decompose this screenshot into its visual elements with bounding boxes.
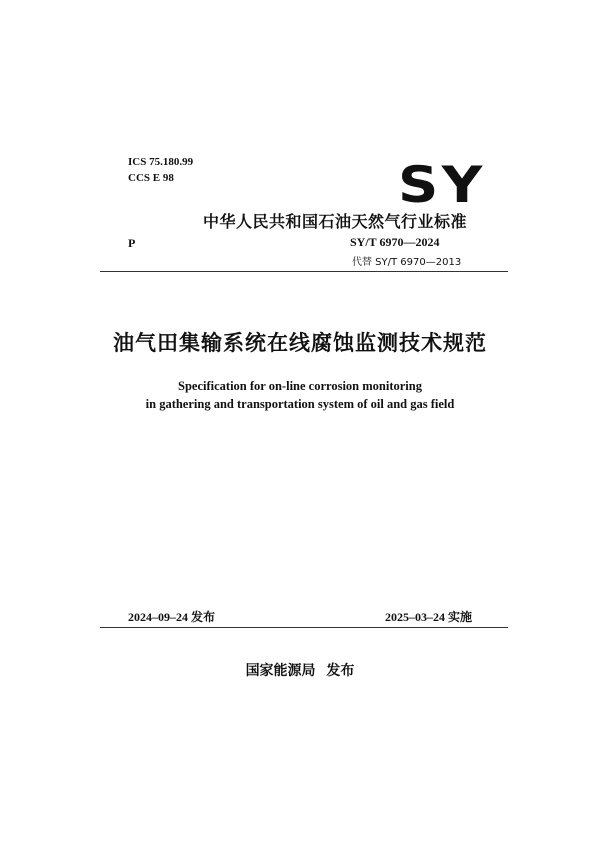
bottom-divider bbox=[100, 627, 508, 628]
category-code: P bbox=[128, 236, 136, 250]
english-title-line-2: in gathering and transportation system of oil and gas field bbox=[145, 397, 455, 411]
top-divider bbox=[100, 271, 508, 272]
issuing-organization: 中华人民共和国石油天然气行业标准 bbox=[203, 212, 468, 231]
sy-logo: SY bbox=[398, 156, 486, 214]
chinese-title: 油气田集输系统在线腐蚀监测技术规范 bbox=[113, 331, 487, 355]
english-title-line-1: Specification for on-line corrosion monitoring bbox=[178, 379, 422, 393]
implementation-date: 2025–03–24 实施 bbox=[385, 610, 473, 624]
replaces-standard: 代替 SY/T 6970—2013 bbox=[352, 257, 462, 268]
ccs-code: CCS E 98 bbox=[128, 172, 174, 184]
issue-date: 2024–09–24 发布 bbox=[128, 610, 216, 624]
ics-code: ICS 75.180.99 bbox=[128, 156, 194, 168]
publisher: 国家能源局 发布 bbox=[245, 663, 355, 679]
standard-number: SY/T 6970—2024 bbox=[350, 235, 440, 249]
